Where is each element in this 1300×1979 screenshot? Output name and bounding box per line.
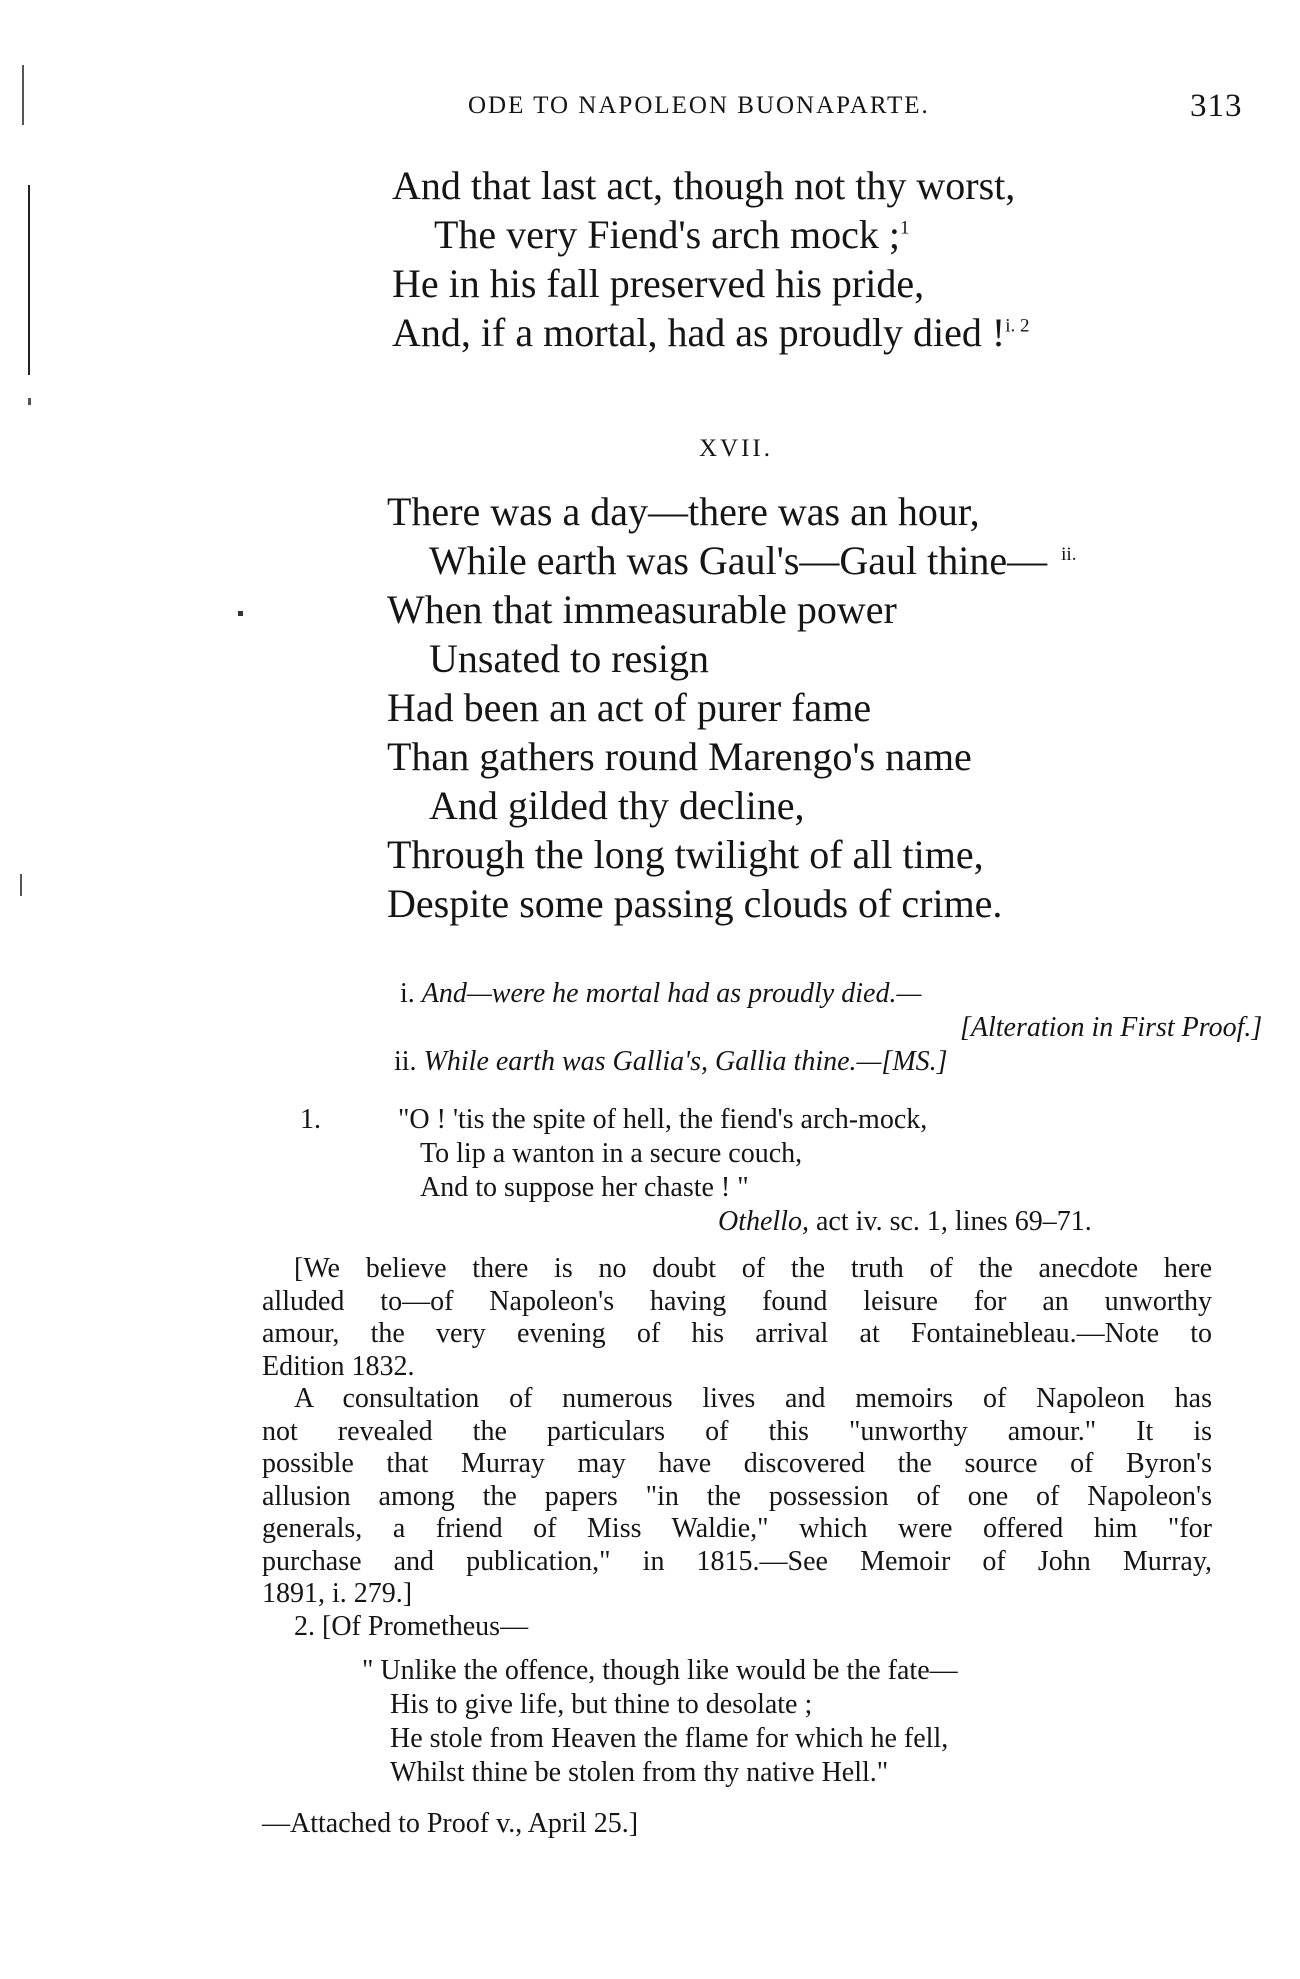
note-line: 1891, i. 279.] xyxy=(262,1578,413,1609)
note-line: alluded to—of Napoleon's having found leisure for an unworthy xyxy=(262,1285,1212,1317)
note-line: [We believe there is no doubt of the truth of the anecdote here xyxy=(294,1253,1212,1284)
stanza-number: XVII. xyxy=(699,435,774,462)
footnote-quote-line: " Unlike the offence, though like would be the fate— xyxy=(362,1655,958,1686)
poem-line: Despite some passing clouds of crime. xyxy=(387,881,1003,926)
poem-line: Unsated to resign xyxy=(429,636,709,681)
scan-artifact-mark xyxy=(20,874,22,896)
footnote-quote-line: Whilst thine be stolen from thy native Hell." xyxy=(390,1757,889,1788)
footnote-ref: 1 xyxy=(899,217,910,239)
scan-artifact-line xyxy=(22,65,24,125)
note-line: possible that Murray may have discovered the source of Byron's xyxy=(262,1448,1212,1479)
note-line: allusion among the papers "in the possession of one of Napoleon's xyxy=(262,1480,1212,1512)
footnote-quote-line: To lip a wanton in a secure couch, xyxy=(420,1138,803,1169)
footnote-citation: Othello, act iv. sc. 1, lines 69–71. xyxy=(718,1206,1092,1237)
poem-line: The very Fiend's arch mock ;$^1$ xyxy=(434,212,910,257)
footnote-ref: i. 2 xyxy=(1005,315,1030,337)
footnote-quote-line: "O ! 'tis the spite of hell, the fiend's arch-mock, xyxy=(398,1104,928,1135)
scan-artifact-line xyxy=(28,185,30,375)
footnote-attribution: —Attached to Proof v., April 25.] xyxy=(262,1808,639,1839)
poem-line: He in his fall preserved his pride, xyxy=(392,261,925,306)
page-number: 313 xyxy=(1190,88,1243,124)
note-line: not revealed the particulars of this "unworthy amour." It is xyxy=(262,1415,1212,1447)
footnote-quote-line: His to give life, but thine to desolate ; xyxy=(390,1689,813,1720)
variant-ref: ii. xyxy=(1061,543,1077,565)
note-line: amour, the very evening of his arrival at Fontainebleau.—Note to xyxy=(262,1318,1212,1349)
note-line: Edition 1832. xyxy=(262,1350,415,1382)
footnote-intro: 2. [Of Prometheus— xyxy=(294,1611,529,1642)
scan-artifact-dot xyxy=(28,398,31,405)
poem-line: And, if a mortal, had as proudly died !$^{i. 2}$ xyxy=(392,310,1030,355)
variant-reading: ii. While earth was Gallia's, Gallia thine.—[MS.] xyxy=(394,1046,948,1077)
editorial-note xyxy=(262,1253,1212,1611)
variant-reading: i. And—were he mortal had as proudly died.— xyxy=(400,978,922,1009)
note-line: purchase and publication," in 1815.—See Memoir of John Murray, xyxy=(262,1545,1212,1577)
running-title: ODE TO NAPOLEON BUONAPARTE. xyxy=(468,92,930,119)
poem-line: When that immeasurable power xyxy=(387,587,897,632)
poem-line: And that last act, though not thy worst, xyxy=(392,163,1016,208)
footnote-number: 1. xyxy=(300,1104,321,1135)
note-line: A consultation of numerous lives and memoirs of Napoleon has xyxy=(294,1383,1212,1414)
poem-line: While earth was Gaul's—Gaul thine— $^{ii.}$ xyxy=(429,538,1077,583)
poem-line: Than gathers round Marengo's name xyxy=(387,734,972,779)
note-line: generals, a friend of Miss Waldie," which were offered him "for xyxy=(262,1513,1212,1544)
scan-artifact-dot xyxy=(238,611,243,616)
footnote-quote-line: And to suppose her chaste ! " xyxy=(420,1172,749,1203)
poem-line: Had been an act of purer fame xyxy=(387,685,872,730)
poem-line: There was a day—there was an hour, xyxy=(387,489,980,534)
poem-line: And gilded thy decline, xyxy=(429,783,805,828)
poem-line: Through the long twilight of all time, xyxy=(387,832,984,877)
footnote-quote-line: He stole from Heaven the flame for which he fell, xyxy=(390,1723,949,1754)
variant-source: [Alteration in First Proof.] xyxy=(960,1012,1263,1043)
